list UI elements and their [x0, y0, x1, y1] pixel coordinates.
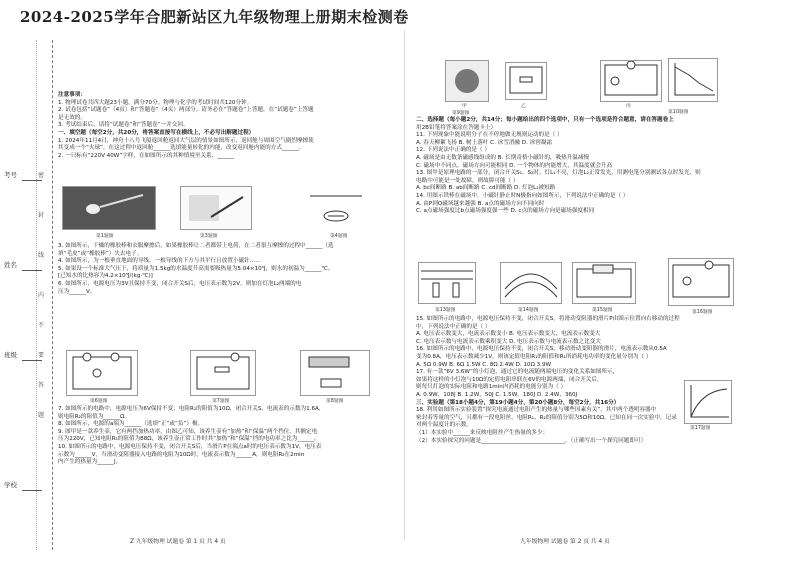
section-heading: 二、选择题（每小题2分，共14分；每小题给出的四个选项中，只有一个选项是符合题意，请在答题卷上 [416, 117, 674, 123]
text-line: 注意事项： [58, 92, 86, 98]
text-line: 3. 考试结束后，请将“试题卷”和“答题卷”一并交回。 [58, 122, 189, 129]
right-column-2 [416, 316, 680, 445]
left-column-2 [58, 243, 334, 296]
seal-char: 内 [38, 292, 45, 299]
text-line: A. 电压表示数变大，电流表示数变小 B. 电压表示数变大，电流表示数变大 [416, 331, 601, 338]
text-line: 压为______V。 [58, 288, 96, 295]
text-line: 其变成一个“火球”，在这过程中返回舱______选填能量转化的内能，改变返回舱内能的方式______。 [58, 145, 305, 152]
text-line: 用2B铅笔将答案涂在答题卡上） [416, 124, 497, 131]
text-line: 是无效的。 [58, 114, 86, 121]
margin-label-school: 学校 [4, 481, 17, 489]
text-line: 变为0.8A，电压表示数减少1V，则该定值电阻R₁的阻值和R₁所消耗电功率的变化量分别为（ ） [416, 353, 652, 360]
text-line: 则每只灯泡的实际电阻和电路1min内消耗的电能分别为（ ） [416, 384, 567, 391]
text-line: A. 春天柳絮飞扬 B. 树上落叶 C. 冰雪消融 D. 冰窖凝霜 [416, 139, 553, 146]
text-line: 对两个温度计的示数。 [416, 422, 472, 429]
figure-circuit-6 [66, 350, 138, 396]
text-line: 如果将这样的小灯泡与10Ω的定值电阻串联在6V的电源两端，闭合开关后， [416, 376, 603, 383]
text-line: C. 电压表示数与电流表示数乘积变大 D. 电压表示数与电流表示数之比变大 [416, 338, 601, 345]
figure-caption: 甲 [462, 104, 467, 109]
text-line: 16. 如图所示的电路中，电源电压保持不变，闭合开关S，移动滑动变阻器的滑片，电流表示数从0.5A [416, 346, 667, 353]
text-line: 17. 有一款“6V 3.6W”的小灯泡，通过它的电流随两端电压的变化关系如图所示， [416, 369, 619, 376]
text-line: 9. 图甲是一款养生壶，它有两挡加热功率，由图乙可知，该养生壶有“加热”和“保温”两个挡位，其额定电 [58, 428, 318, 435]
page-title: 2024-2025学年合肥新站区九年级物理上册期末检测卷 [20, 8, 409, 26]
text-line: 压为220V，已知电阻R₁的阻值为88Ω，该养生壶正常工作时其“加热”和“保温”挡的电功率之比为______。 [58, 436, 320, 443]
text-line: A. 0.9W，108J B. 1.2W，50J C. 1.5W，180J D. 2.4W，360J [416, 391, 578, 398]
text-line: 10. 如图所示的电路中，电源电压保持不变，闭合开关S后，当滑片P在端点a时的电压表示数为1V，电压表 [58, 443, 322, 450]
seal-char: 要 [38, 352, 45, 359]
margin-line [22, 360, 42, 361]
seal-line [36, 40, 37, 550]
text-line: 电路中可能是一处故障，则故障可能（ ） [416, 177, 519, 184]
figure-caption: 第6题图 [90, 399, 108, 404]
text-line: C. a点磁场强度比b点磁场强度强一些 D. c点的磁场方向是磁场强度相同 [416, 208, 595, 215]
text-line: 12. 下列说法中正确的是（ ） [416, 147, 490, 154]
seal-char: 题 [38, 412, 45, 419]
text-line: A. bc间断路 B. ab间断路 C. cd间断路 D. 灯泡L₁被短路 [416, 185, 556, 192]
page-footer-right: 九年级物理 试题卷 第 2 页 共 4 页 [520, 539, 610, 545]
figure-caption: 第1题图 [96, 234, 114, 239]
figure-caption: 第16题图 [692, 310, 713, 315]
text-line: A. 磁场是由无数条磁感线组成的 B. 长期奇格小磁针的，吸热升温减慢 [416, 154, 590, 161]
section-heading: 一、填空题（每空2分，共20分，将答案直接写在横线上，不必写出解题过程） [58, 129, 255, 136]
figure-caption: 第10题图 [668, 110, 689, 115]
figure-circuit-10 [600, 60, 662, 102]
text-line: 5. 如果设一个标准大气压下，将质量为1.5kg的水温度升高需要吸热量为5.04×10⁵J，则水的初温为______℃。 [58, 265, 334, 272]
text-line: 中，下列说法中正确的是（ ） [416, 323, 491, 330]
figure-field-lines-14 [500, 262, 562, 304]
page-footer-left: Z 九年级物理 试题卷 第 1 页 共 4 页 [130, 539, 226, 545]
figure-circuit-15 [572, 262, 636, 304]
text-line: 14. 用图示铁棒在磁场中，小磁针静止时N极指向如图所示，下列说法中正确的是（ ） [416, 192, 629, 199]
figure-caption: 丙 [626, 104, 631, 109]
figure-caption: 第8题图 [326, 399, 344, 404]
figure-circuit-13 [418, 262, 476, 304]
figure-kettle [445, 60, 489, 102]
text-line: 内产生的热量为______J。 [58, 459, 122, 466]
text-line: 密封着等量的空气，且都有一段电阻丝，电阻R₁、R₂的阻值分别为5Ω和10Ω。已知在同一次实验中，记录 [416, 414, 677, 421]
figure-circuit-7 [190, 350, 256, 396]
margin-label-name: 姓名 [4, 261, 17, 269]
figure-caption: 第17题图 [690, 426, 711, 431]
figure-compass [300, 186, 372, 228]
right-column [416, 117, 701, 216]
figure-caption: 第13题图 [435, 308, 456, 313]
text-line: 填“毛皮”或“橡胶棒”）失去电子。 [58, 250, 143, 257]
figure-graph-10 [668, 58, 718, 102]
text-line: 18. 利用如图所示实验装置“探究电流通过电阻产生的热量与哪些因素有关”，其中两个透明容器中 [416, 407, 657, 414]
margin-line [22, 180, 42, 181]
text-line: 8. 如图所示，电源的a端为______（选填“正”或“负”）极。 [58, 421, 204, 428]
figure-graph-17 [684, 380, 732, 424]
figure-caption: 第3题图 [200, 234, 218, 239]
seal-char: 不 [38, 322, 45, 329]
figure-caption: 第9题图 [452, 111, 470, 116]
text-line: 7. 如图所示的电路中，电源电压为6V保持不变，电阻R₁的阻值为10Ω，闭合开关S，电流表的示数为1.6A， [58, 406, 325, 412]
text-line: A. 由P到Q磁场越来越强 B. a点的磁场方向不同向时 [416, 200, 545, 207]
figure-caption: 乙 [521, 104, 526, 109]
text-line: 1. 物理试卷共四大题23小题，满分70分。物理与化学的考试时间共120分钟。 [58, 99, 253, 106]
text-line: 13. 图甲是原理电路的一部分，闭合开关S₁、S₂时，灯L₁不亮，灯泡L₂正常发光，用测电笔分别测试各点时发光，则 [416, 170, 701, 177]
text-line: 则电阻R₂的阻值为______Ω。 [58, 413, 130, 420]
margin-line [22, 490, 42, 491]
text-line: （1）本实验中______来反映电阻丝产生热量的多少； [416, 429, 549, 436]
binding-line [52, 40, 53, 550]
seal-char: 密 [38, 172, 45, 179]
figure-caption: 第7题图 [212, 399, 230, 404]
figure-caption: 第15题图 [592, 308, 613, 313]
section-heading: 三、实验题（第18小题4分，第19小题4分，第20小题8分，每空2分，共16分） [416, 399, 620, 406]
text-line: 3. 如图所示，干燥的橡胶棒和衣服摩擦后，如果橡胶棒让二者都带上电荷，在二者很互摩擦的过程中______（选 [58, 243, 334, 249]
figure-caption: 第4题图 [330, 234, 348, 239]
figure-rub-rod [180, 186, 252, 230]
text-line: （2）本实验探究的问题是______________________________。（正确写出一个探究问题即可） [416, 437, 647, 444]
text-line: [已知水的比热容为4.2×10³J/(kg·℃)] [58, 273, 153, 280]
left-column [58, 92, 314, 160]
figure-circuit-16 [668, 258, 734, 306]
text-line: 4. 如图所示，为一根垂直地面的导线。一根导线的下方与其平行且放置小磁针…… [58, 258, 261, 265]
margin-label-class: 班级 [4, 351, 17, 359]
figure-electromagnet [300, 350, 370, 396]
text-line: 2. 一只标有“220V 40W”字样，在如图所示的其种情境至关系，______ [58, 152, 235, 159]
text-line: 15. 如图所示的电路中，电源电压保持不变，闭合开关S，将滑动变阻器的滑片P由图示位置向右移动的过程 [416, 316, 680, 322]
figure-capsule-reentry [62, 186, 156, 230]
left-column-3 [58, 406, 324, 467]
text-line: 1. 2024年11月4日，神舟十八号飞船返回舱返回大气层的情景如图所示，返回舱与周围空气剧烈摩擦使 [58, 137, 314, 144]
margin-label-exam-no: 考号 [4, 171, 17, 179]
column-divider [404, 30, 405, 540]
text-line: C. 磁场中不同点，磁场方向可能相同 D. 一个物体的内能增大，其温度就会升高 [416, 162, 613, 169]
text-line: 2. 试卷包括“试题卷”（4页）和“答题卷”（4页）两部分。请务必在“答题卷”上答题，在“试题卷”上答题 [58, 107, 314, 114]
seal-char: 答 [38, 382, 45, 389]
seal-char: 封 [38, 212, 45, 219]
text-line: 6. 如图所示，电源电压为3V且保持不变，闭合开关S后，电压表示数为2V，则加在灯泡L₂两端的电 [58, 280, 302, 287]
margin-line [22, 270, 42, 271]
text-line: 示数为______V，当滑动变阻器接入电路的电阻为10Ω时，电流表示数为______A，则电阻R₂在2min [58, 451, 305, 458]
figure-caption: 第14题图 [518, 308, 539, 313]
figure-kettle-circuit [505, 62, 547, 100]
seal-char: 线 [38, 252, 45, 259]
text-line: 11. 下列现象中能说明分子在不停地做无规则运动的是（ ） [416, 132, 563, 139]
text-line: A. 5Ω 0.9W B. 6Ω 1.5W C. 8Ω 2.4W D. 10Ω 3.9W [416, 361, 552, 368]
